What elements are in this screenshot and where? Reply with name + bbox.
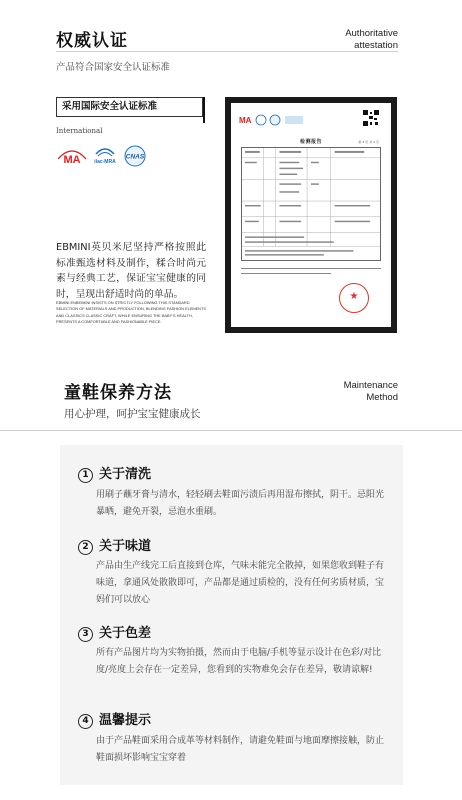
section-subtitle-maintenance: 用心护理，呵护宝宝健康成长 <box>64 408 201 420</box>
maintenance-item-title: 1 关于清洗 <box>78 463 151 483</box>
maintenance-item-title: 3 关于色差 <box>78 622 151 642</box>
section-title-maintenance: 童鞋保养方法 <box>64 383 172 403</box>
report-divider <box>241 268 381 269</box>
item-number-badge: 3 <box>78 627 93 642</box>
section-title-maintenance-en: Maintenance Method <box>343 380 398 403</box>
report-page-number: 第 2 页 共 2 页 <box>358 140 379 144</box>
standard-badge: 采用国际安全认证标准 <box>56 97 203 117</box>
maintenance-item-title: 2 关于味道 <box>78 535 151 555</box>
international-label: International <box>56 127 103 135</box>
maintenance-item-text: 用刷子蘸牙膏与清水，轻轻刷去鞋面污渍后再用湿布擦拭，阴干。忌阳光暴晒，避免开裂，忌泡水重刷。 <box>96 490 385 517</box>
report-divider <box>241 273 331 274</box>
ilac-mra-logo-icon <box>92 144 118 168</box>
report-header-logos-icon <box>237 113 307 127</box>
report-title: 检测报告 <box>299 139 322 145</box>
cnas-logo-icon <box>122 144 148 168</box>
svg-text:CNAS: CNAS <box>125 153 145 161</box>
certification-description: EBMINI英贝米尼坚持严格按照此标准甄选材料及制作，糅合时尚元素与经典工艺，保证宝宝健康的同时，呈现出舒适时尚的单品。 <box>56 242 206 300</box>
test-report-frame <box>225 97 397 333</box>
item-number-badge: 1 <box>78 468 93 483</box>
svg-text:MA: MA <box>239 116 252 125</box>
svg-text:MA: MA <box>63 154 81 166</box>
maintenance-item-text: 所有产品图片均为实物拍摄，然而由于电脑/手机等显示设计在色彩/对比度/亮度上会存在一定差异，您看到的实物难免会存在差异，敬请谅解! <box>96 648 382 675</box>
maintenance-item-title: 4 温馨提示 <box>78 709 151 729</box>
section-title-certification-en: Authoritative attestation <box>345 28 398 51</box>
certification-description-en: EBMINI ENBEIMINI INSISTS ON STRICTLY FOLLOWING THIS STANDARD SELECTION OF MATERIALS AND PRODUCTION, BLENDING FASHION ELEMENTS AND CLASSICS CLASSIC CRAFT, WHILE ENSURING THE BABY'S HEALTH, PRESENTS A COMFORTABLE AND FASHIONABLE PIECE. <box>56 300 206 324</box>
divider <box>0 430 462 431</box>
maintenance-item-text: 由于产品鞋面采用合成革等材料制作，请避免鞋面与地面摩擦接触，防止鞋面损坏影响宝宝穿着 <box>96 736 385 763</box>
report-table <box>241 147 381 261</box>
qr-code-icon <box>363 110 379 126</box>
maintenance-item-text: 产品由生产线完工后直接到仓库，气味未能完全散掉，如果您收到鞋子有味道，拿通风处散散即可，产品都是通过质检的，没有任何劣质材质，宝妈们可以放心 <box>96 561 385 605</box>
ma-logo-icon <box>56 145 88 167</box>
official-seal-icon: ★ <box>339 283 369 313</box>
section-subtitle-certification: 产品符合国家安全认证标准 <box>56 62 171 73</box>
item-number-badge: 4 <box>78 714 93 729</box>
item-number-badge: 2 <box>78 540 93 555</box>
svg-text:ilac-MRA: ilac-MRA <box>94 159 116 165</box>
divider <box>56 51 398 52</box>
test-report-document <box>231 103 391 327</box>
badge-accent-bar <box>203 97 205 123</box>
report-table-lines-icon <box>242 148 380 260</box>
section-title-certification: 权威认证 <box>56 31 128 51</box>
